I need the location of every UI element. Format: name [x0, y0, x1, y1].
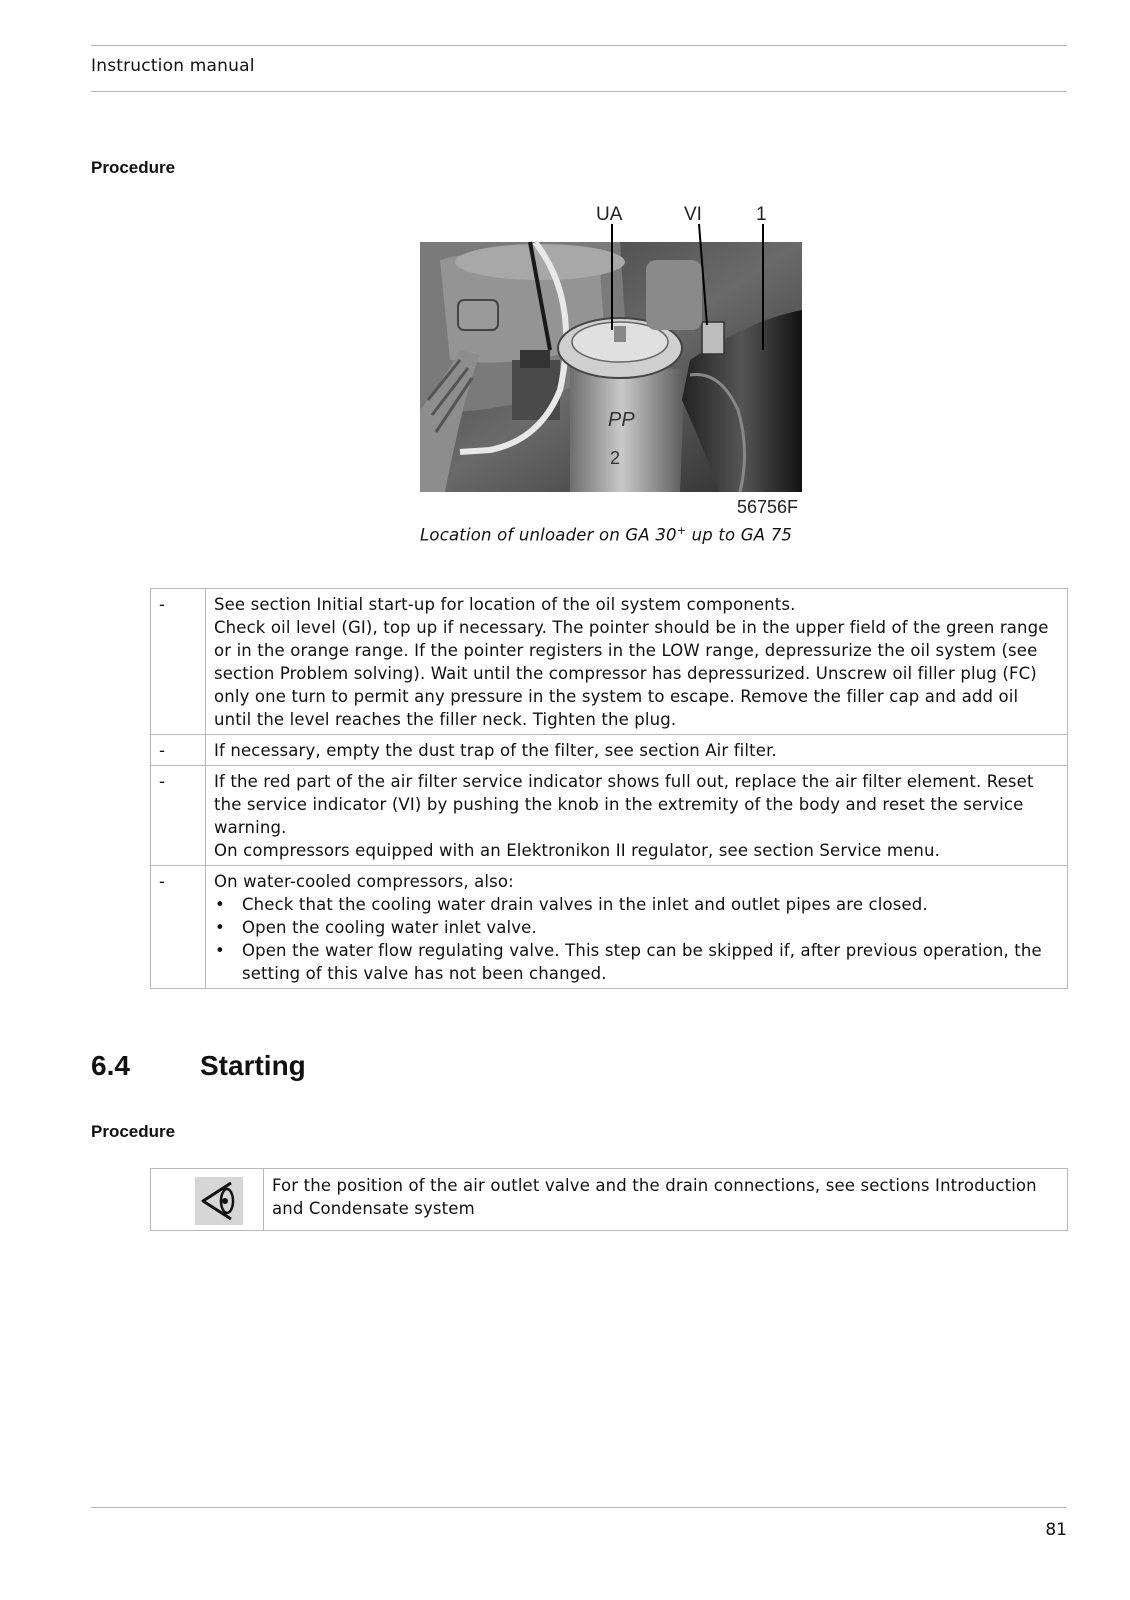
unloader-figure	[420, 200, 802, 518]
label-vi: VI	[684, 204, 702, 225]
step-marker: -	[151, 866, 206, 989]
photo-mark-pp: PP	[608, 409, 635, 431]
footer-rule	[91, 1507, 1067, 1508]
bullet-mark: •	[215, 918, 225, 937]
bullet-item	[214, 893, 1059, 916]
bullet-mark: •	[215, 941, 225, 960]
step-line: On compressors equipped with an Elektronikon II regulator, see section Service menu.	[214, 841, 940, 860]
label-1: 1	[756, 204, 767, 225]
note-row	[151, 1169, 1068, 1231]
photo-mark-2: 2	[610, 448, 621, 468]
caption-prefix: Location of unloader on GA 30	[420, 525, 677, 545]
header-rule-bottom	[91, 91, 1067, 92]
caption-suffix: up to GA 75	[686, 525, 793, 545]
procedure-steps-table	[150, 588, 1068, 989]
header-rule-top	[91, 45, 1067, 46]
step-content	[206, 766, 1068, 866]
step-line: See section Initial start-up for location of the oil system components.	[214, 595, 796, 614]
procedure-heading: Procedure	[91, 158, 176, 177]
unloader-photo	[420, 200, 802, 518]
header-title: Instruction manual	[91, 56, 255, 76]
step-content	[206, 589, 1068, 735]
step-marker: -	[151, 735, 206, 766]
section-number: 6.4	[91, 1050, 130, 1081]
step-row	[151, 589, 1068, 735]
caption-sup: +	[676, 524, 687, 537]
section-title: Starting	[200, 1050, 306, 1081]
step-intro: On water-cooled compressors, also:	[214, 872, 514, 891]
bullet-item	[214, 916, 1059, 939]
eye-icon	[195, 1177, 243, 1225]
note-table	[150, 1168, 1068, 1231]
step-marker: -	[151, 589, 206, 735]
note-icon-cell	[151, 1169, 264, 1231]
step-content	[206, 735, 1068, 766]
bullet-text: Open the water flow regulating valve. This step can be skipped if, after previous operation, the setting of this valve has not been changed.	[242, 941, 1042, 983]
step-row	[151, 866, 1068, 989]
bullet-item	[214, 939, 1059, 985]
bullet-mark: •	[215, 895, 225, 914]
step-marker: -	[151, 766, 206, 866]
figure-caption	[420, 524, 792, 545]
label-ua: UA	[596, 204, 623, 225]
step-row	[151, 766, 1068, 866]
procedure-heading: Procedure	[91, 1122, 176, 1141]
step-content	[206, 866, 1068, 989]
page-number: 81	[1045, 1520, 1067, 1540]
step-line: If necessary, empty the dust trap of the filter, see section Air filter.	[214, 741, 777, 760]
step-line: If the red part of the air filter service indicator shows full out, replace the air filter element. Reset the service indicator (VI) by pushing the knob in the extremity of the body and reset the service warning.	[214, 772, 1034, 837]
figure-code: 56756F	[736, 497, 798, 517]
step-line: Check oil level (GI), top up if necessary. The pointer should be in the upper field of the green range or in the orange range. If the pointer registers in the LOW range, depressurize the oil system (see section Problem solving). Wait until the compressor has depressurized. Unscrew oil filler plug (FC) only one turn to permit any pressure in the system to escape. Remove the filler cap and add oil until the level reaches the filler neck. Tighten the plug.	[214, 618, 1049, 729]
step-row	[151, 735, 1068, 766]
bullet-text: Open the cooling water inlet valve.	[242, 918, 537, 937]
note-text: For the position of the air outlet valve and the drain connections, see sections Introduction and Condensate system	[264, 1169, 1068, 1231]
bullet-text: Check that the cooling water drain valves in the inlet and outlet pipes are closed.	[242, 895, 928, 914]
